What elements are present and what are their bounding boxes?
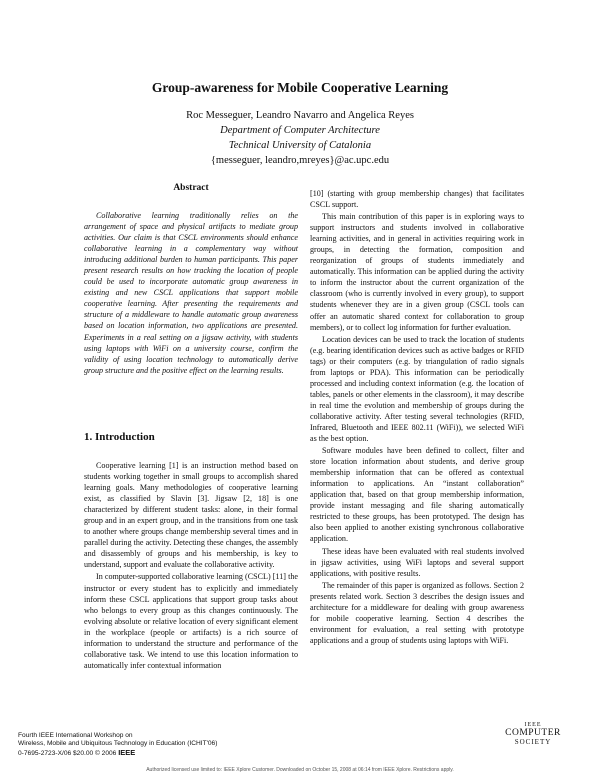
paragraph: In computer-supported collaborative learning (CSCL) [11] the instructor or every student has to explicitly and immediately inform these CSCL applications that support group tasks about who belongs to every group as this changes continuously. The evolving absolute or relative location of every significant element in the workplace (people or artifacts) is a rich source of information to understand the structure and performance of the collaborative task. We intend to use this location information to automatically infer contextual information (84, 572, 298, 670)
logo-mark: IEEE (524, 722, 542, 728)
license-notice: Authorized licensed use limited to: IEEE Xplore Customer. Downloaded on October 15, 2008 at 06:14 from IEEE Xplore. Restrictions apply. (146, 767, 454, 773)
department: Department of Computer Architecture (220, 125, 380, 136)
abstract-body (84, 210, 298, 377)
introduction-left-column (84, 460, 298, 672)
logo-computer: COMPUTER (505, 728, 561, 738)
footer-line: Fourth IEEE International Workshop on (18, 732, 133, 739)
footer-price: 0-7695-2723-X/06 $20.00 © 2006 (18, 749, 117, 757)
paragraph: Cooperative learning [1] is an instruction method based on students working together in small groups to accomplish shared learning goals. Many methodologies of cooperative learning exist, as classified by Slavin [3]. Jigsaw [2, 18] is one characterized by different student tasks: alone, in their formal group and in an expert group, and in the transitions from one task to another where groups change membership several times and in parallel during the activity. Detecting these changes, the assembly and disassembly of groups and his membership, is key to understand, support and evaluate the collaborative activity. (84, 461, 298, 570)
footer-line: Wireless, Mobile and Ubiquitous Technology in Education (ICHIT'06) (18, 740, 218, 748)
footer-line-price (18, 749, 217, 758)
paragraph: These ideas have been evaluated with real students involved in jigsaw activities, using WiFi laptops and several support applications, with positive results. (310, 546, 524, 578)
paragraph: [10] (starting with group membership changes) that facilitates CSCL support. (310, 189, 524, 210)
introduction-heading: 1. Introduction (84, 431, 155, 443)
introduction-right-column (310, 188, 524, 647)
author-block (40, 108, 560, 168)
university: Technical University of Catalonia (228, 140, 372, 151)
abstract-text: Collaborative learning traditionally relies on the arrangement of space and physical artifacts to mediate group activities. Our claim is that CSCL environments should enhance collaborative learning in a complementary way without introducing additional burden to human participants. This paper present research results on how tracking the location of people could be used to incorporate automatic group awareness in existing and new CSCL applications that support mobile cooperative learning. After presenting the requirements and structure of a middleware to handle automatic group awareness based on location information, two applications are presented. Experiments in a real setting on a jigsaw activity, with students using laptops with WiFi on a university course, confirm the validity of using location technology to automatically derive group structure and the positive effect on the learning results. (84, 211, 298, 375)
author-emails: {messeguer, leandro,mreyes}@ac.upc.edu (210, 155, 390, 166)
conference-footer (18, 732, 217, 758)
paragraph: This main contribution of this paper is in exploring ways to support instructors and students involved in collaborative learning activities, and in general in activities requiring work in groups, in detecting the formation, composition and reorganization of groups of students immediately and automatically. This information can be applied during the activity to inform the instructor about the current organization of the classroom (who is currently involved in every group), to support students whenever they are in a given group (CSCL tools can offer an automatic shared context for collaboration to group members), or to collect log information for further evaluation. (310, 212, 524, 332)
paragraph: Location devices can be used to track the location of students (e.g. bearing identification devices such as active badges or RFID tags) or their computers (e.g. by triangulation of radio signals from laptops or PDA). This information can be periodically processed and including context information (e.g. the location of tables, panels or other elements in the classroom), it may describe in real time the evolution and membership of groups during the collaborative activity. After testing several technologies (RFID, Infrared, Bluetooth and IEEE 802.11 (WiFi)), we selected WiFi as the best option. (310, 334, 524, 444)
ieee-wordmark: IEEE (118, 747, 136, 757)
paper-title: Group-awareness for Mobile Cooperative Learning (151, 80, 449, 95)
logo-society: SOCIETY (514, 738, 552, 746)
abstract-heading: Abstract (173, 183, 209, 193)
paragraph: Software modules have been defined to collect, filter and store location information about students, and derive group membership information that can be offered as contextual information to applications. An “instant collaboration” application that, based on that group membership information, provide instant messaging and file sharing automatically restricted to these groups, has been prototyped. The design has also been applied to another existing synchronous collaborative application. (310, 446, 524, 544)
author-names: Roc Messeguer, Leandro Navarro and Angelica Reyes (186, 110, 414, 121)
paragraph: The remainder of this paper is organized as follows. Section 2 presents related work. Section 3 describes the design issues and architecture for a middleware for dealing with group awareness for mobile cooperative learning. Section 4 describes the environment for evaluation, a real setting with prototype applications and a group of students using laptops with WiFi. (310, 580, 524, 645)
computer-society-logo (496, 722, 570, 762)
